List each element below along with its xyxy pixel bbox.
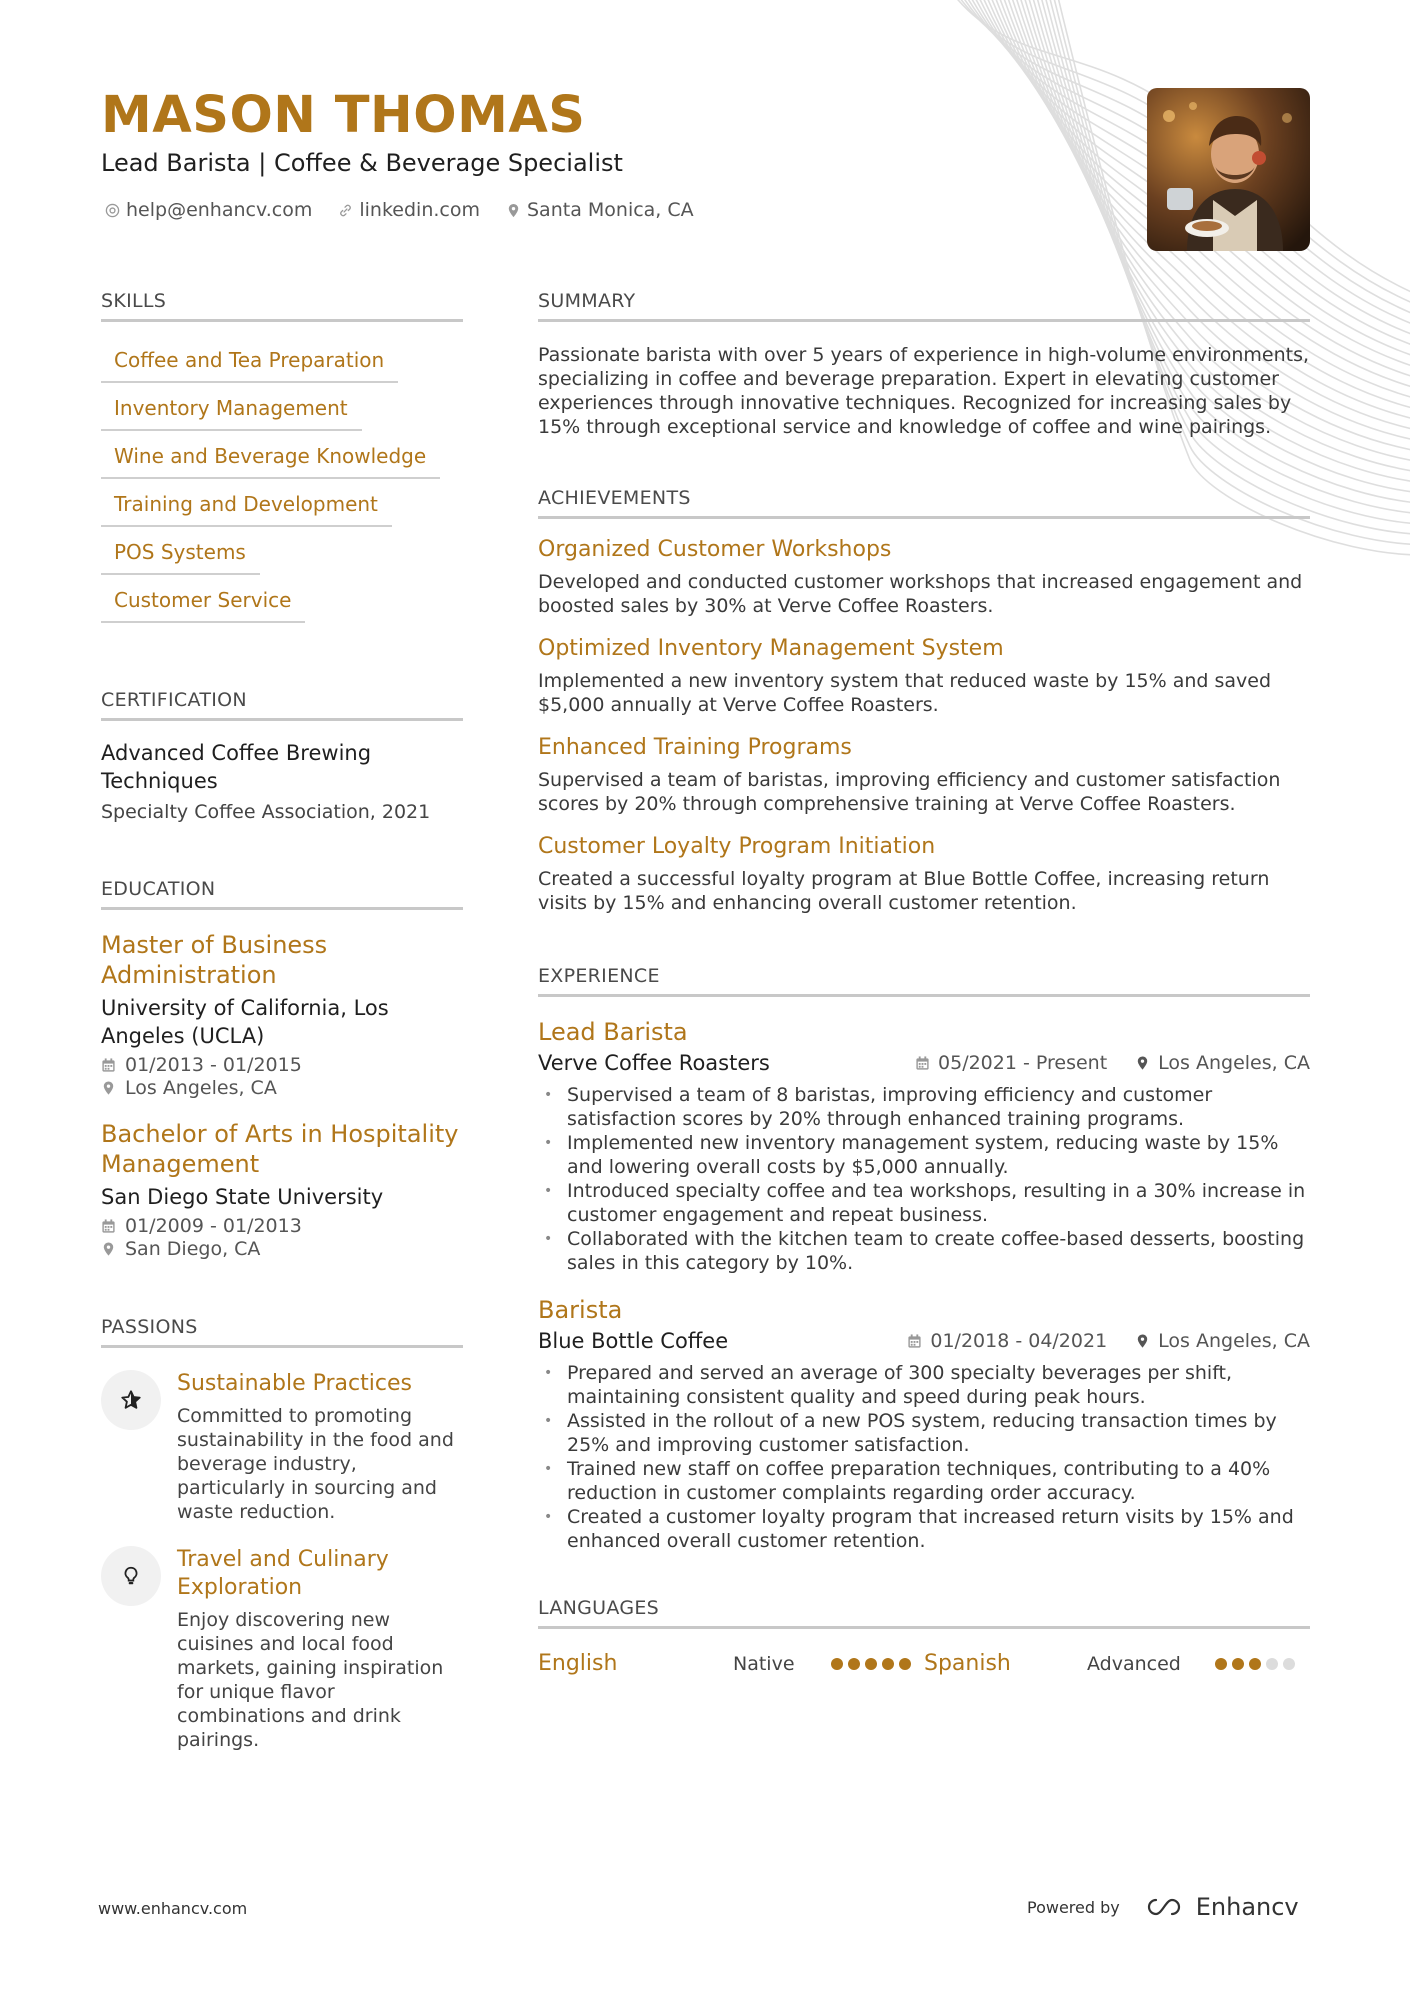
at-icon [105, 203, 120, 218]
certification-heading: CERTIFICATION [101, 689, 463, 721]
skill-tag: Coffee and Tea Preparation [101, 336, 398, 383]
right-column [538, 290, 1310, 1676]
skill-tag: Wine and Beverage Knowledge [101, 432, 440, 479]
lightbulb-icon [120, 1565, 142, 1587]
achievement-description: Developed and conducted customer workshops that increased engagement and boosted sales by 30% at Verve Coffee Roasters. [538, 571, 1303, 617]
education-entry [101, 930, 463, 1099]
skill-tag: Customer Service [101, 576, 305, 623]
achievement-entry [538, 734, 1310, 816]
passion-title: Sustainable Practices [177, 1371, 412, 1396]
summary-text: Passionate barista with over 5 years of experience in high-volume environments, specializing in coffee and beverage preparation. Expert in elevating customer experiences through innovative techniques. Recognized for increasing sales by 15% through exceptional service and knowledge of coffee and wine pairings. [538, 344, 1310, 438]
achievement-title: Optimized Inventory Management System [538, 636, 1004, 661]
bullet-item: • Supervised a team of 8 baristas, improving efficiency and customer satisfaction scores by 20% through enhanced training programs. [538, 1083, 1310, 1131]
language-rating [1215, 1658, 1295, 1670]
calendar-icon [907, 1333, 922, 1349]
achievement-entry [538, 833, 1310, 915]
education-heading: EDUCATION [101, 878, 463, 910]
contact-email[interactable]: help@enhancv.com [105, 199, 312, 221]
skill-tag: Inventory Management [101, 384, 362, 431]
job-dates: 05/2021 - Present [915, 1052, 1107, 1074]
rating-dot-filled [882, 1658, 894, 1670]
contact-bar [105, 199, 694, 221]
experience-heading: EXPERIENCE [538, 965, 1310, 997]
achievement-description: Supervised a team of baristas, improving efficiency and customer satisfaction scores by 20% through comprehensive training at Verve Coffee Roasters. [538, 769, 1281, 815]
rating-dot-empty [1266, 1658, 1278, 1670]
job-company: Blue Bottle Coffee [538, 1329, 729, 1353]
enhancv-logo-icon [1142, 1896, 1186, 1918]
language-level: Advanced [1087, 1652, 1181, 1675]
passion-icon-badge [101, 1370, 161, 1430]
job-title: Barista [538, 1296, 623, 1324]
achievement-title: Customer Loyalty Program Initiation [538, 834, 936, 859]
passion-description: Enjoy discovering new cuisines and local food markets, gaining inspiration for unique flavor combinations and drink pairings. [177, 1609, 444, 1751]
bullet-item: • Trained new staff on coffee preparation techniques, contributing to a 40% reduction in customer complaints regarding order accuracy. [538, 1457, 1310, 1505]
achievements-heading: ACHIEVEMENTS [538, 487, 1310, 519]
footer-branding [1027, 1893, 1299, 1921]
skill-tag: Training and Development [101, 480, 392, 527]
rating-dot-filled [1232, 1658, 1244, 1670]
passion-entry [101, 1546, 463, 1752]
brand-logo[interactable]: Enhancv [1142, 1893, 1299, 1921]
footer-website[interactable]: www.enhancv.com [98, 1899, 248, 1918]
passion-description: Committed to promoting sustainability in the food and beverage industry, particularly in sourcing and waste reduction. [177, 1405, 454, 1523]
certification-title: Advanced Coffee Brewing Techniques [101, 741, 372, 793]
location-pin-icon [1135, 1055, 1150, 1071]
experience-entry [538, 1017, 1310, 1275]
bullet-item: • Created a customer loyalty program that increased return visits by 15% and enhanced overall customer retention. [538, 1505, 1310, 1553]
location-pin-icon [101, 1080, 116, 1096]
education-school: University of California, Los Angeles (UCLA) [101, 996, 389, 1048]
education-school: San Diego State University [101, 1185, 384, 1209]
passion-entry [101, 1370, 463, 1524]
skills-list [101, 336, 463, 623]
star-icon [120, 1389, 142, 1411]
skills-heading: SKILLS [101, 290, 463, 322]
experience-entry [538, 1295, 1310, 1553]
job-company: Verve Coffee Roasters [538, 1051, 770, 1075]
bullet-item: • Prepared and served an average of 300 specialty beverages per shift, maintaining consistent quality and speed during peak hours. [538, 1361, 1310, 1409]
language-entry [924, 1651, 1310, 1676]
achievement-entry [538, 536, 1310, 618]
rating-dot-filled [831, 1658, 843, 1670]
education-degree: Master of Business Administration [101, 931, 328, 989]
calendar-icon [101, 1218, 116, 1234]
job-bullets [538, 1083, 1310, 1275]
bullet-item: • Assisted in the rollout of a new POS system, reducing transaction times by 25% and improving customer satisfaction. [538, 1409, 1310, 1457]
rating-dot-filled [1249, 1658, 1261, 1670]
left-column [101, 290, 463, 1752]
location-pin-icon [101, 1241, 116, 1257]
passions-heading: PASSIONS [101, 1316, 463, 1348]
job-dates: 01/2018 - 04/2021 [907, 1330, 1107, 1352]
location-pin-icon [506, 203, 521, 218]
passion-title: Travel and Culinary Exploration [177, 1547, 389, 1600]
language-rating [831, 1658, 911, 1670]
education-location: San Diego, CA [101, 1238, 463, 1260]
skill-tag: POS Systems [101, 528, 260, 575]
language-level: Native [733, 1652, 795, 1675]
calendar-icon [915, 1055, 930, 1071]
language-name: English [538, 1651, 618, 1676]
location-pin-icon [1135, 1333, 1150, 1349]
passion-icon-badge [101, 1546, 161, 1606]
contact-location: Santa Monica, CA [506, 199, 694, 221]
education-entry [101, 1119, 463, 1260]
achievement-title: Enhanced Training Programs [538, 735, 852, 760]
rating-dot-filled [865, 1658, 877, 1670]
profile-photo [1147, 88, 1310, 251]
rating-dot-filled [1215, 1658, 1227, 1670]
languages-list [538, 1651, 1310, 1676]
education-degree: Bachelor of Arts in Hospitality Management [101, 1120, 459, 1178]
job-bullets [538, 1361, 1310, 1553]
rating-dot-empty [1283, 1658, 1295, 1670]
job-location: Los Angeles, CA [1135, 1330, 1310, 1352]
achievement-entry [538, 635, 1310, 717]
candidate-name: MASON THOMAS [101, 86, 586, 145]
achievement-description: Implemented a new inventory system that reduced waste by 15% and saved $5,000 annually at Verve Coffee Roasters. [538, 670, 1272, 716]
powered-by-label: Powered by [1027, 1897, 1120, 1917]
rating-dot-filled [848, 1658, 860, 1670]
calendar-icon [101, 1057, 116, 1073]
language-name: Spanish [924, 1651, 1011, 1676]
rating-dot-filled [899, 1658, 911, 1670]
achievement-title: Organized Customer Workshops [538, 537, 892, 562]
achievement-description: Created a successful loyalty program at Blue Bottle Coffee, increasing return visits by 15% and enhancing overall customer retention. [538, 868, 1270, 914]
contact-linkedin[interactable]: linkedin.com [338, 199, 480, 221]
education-dates: 01/2013 - 01/2015 [101, 1054, 463, 1076]
link-icon [338, 203, 353, 218]
candidate-role: Lead Barista | Coffee & Beverage Specialist [101, 149, 623, 177]
job-title: Lead Barista [538, 1018, 688, 1046]
bullet-item: • Introduced specialty coffee and tea workshops, resulting in a 30% increase in customer engagement and repeat business. [538, 1179, 1310, 1227]
summary-heading: SUMMARY [538, 290, 1310, 322]
education-dates: 01/2009 - 01/2013 [101, 1215, 463, 1237]
language-entry [538, 1651, 924, 1676]
education-location: Los Angeles, CA [101, 1077, 463, 1099]
languages-heading: LANGUAGES [538, 1597, 1310, 1629]
bullet-item: • Collaborated with the kitchen team to create coffee-based desserts, boosting sales in this category by 10%. [538, 1227, 1310, 1275]
bullet-item: • Implemented new inventory management system, reducing waste by 15% and lowering overall costs by $5,000 annually. [538, 1131, 1310, 1179]
job-location: Los Angeles, CA [1135, 1052, 1310, 1074]
certification-issuer: Specialty Coffee Association, 2021 [101, 801, 431, 823]
